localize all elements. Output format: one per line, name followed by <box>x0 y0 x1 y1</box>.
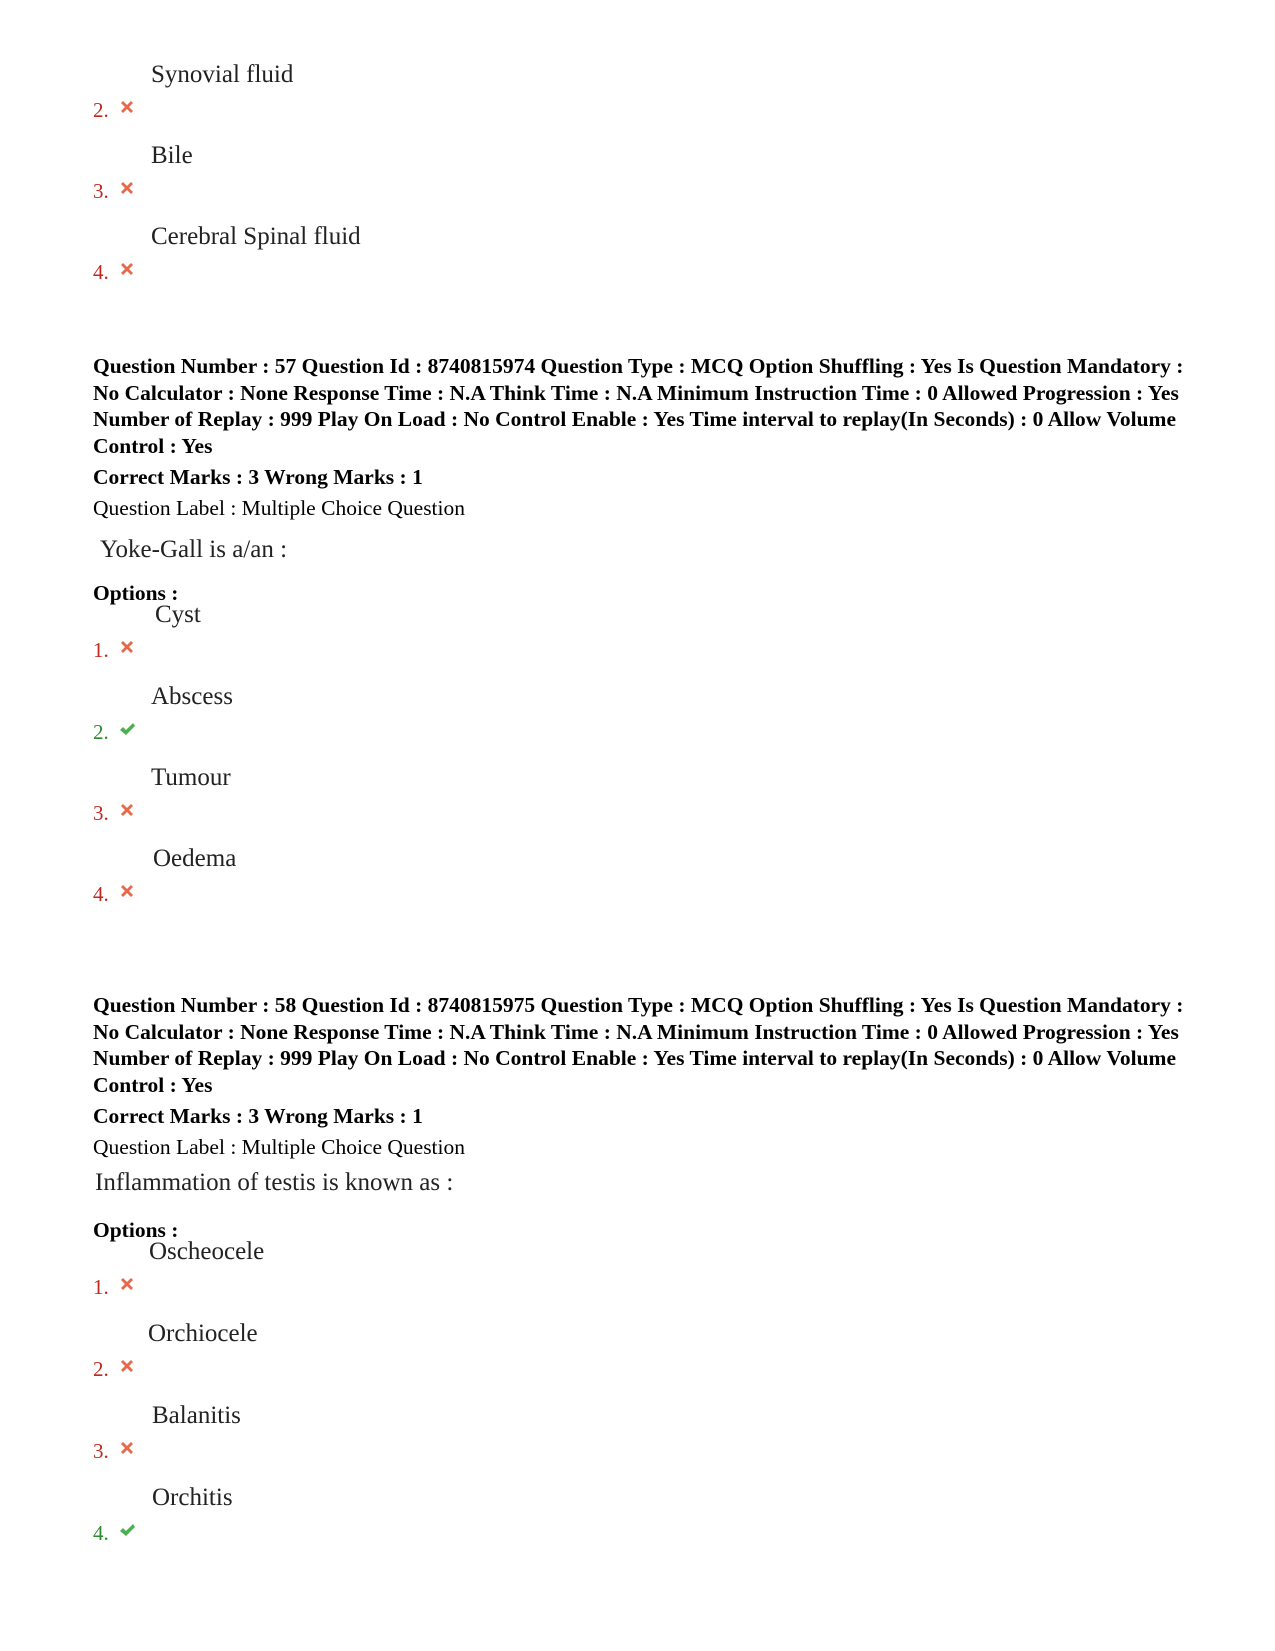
option-number: 1. <box>93 1275 109 1299</box>
option-item <box>93 763 693 825</box>
option-number: 3. <box>93 179 109 203</box>
option-text: Orchiocele <box>148 1320 258 1347</box>
cross-mark-icon <box>118 801 136 819</box>
option-text: Synovial fluid <box>151 61 294 88</box>
check-mark-icon <box>118 720 136 738</box>
option-number: 3. <box>93 1439 109 1463</box>
option-text: Bile <box>151 142 193 169</box>
option-text: Cyst <box>155 601 201 628</box>
option-text: Cerebral Spinal fluid <box>151 223 361 250</box>
option-text: Oedema <box>153 845 237 872</box>
option-text: Balanitis <box>152 1402 241 1429</box>
option-item <box>93 60 693 122</box>
option-item <box>93 141 693 203</box>
question-label: Question Label : Multiple Choice Question <box>93 496 466 520</box>
question-text: Inflammation of testis is known as : <box>95 1169 454 1196</box>
cross-mark-icon <box>118 638 136 656</box>
question-label: Question Label : Multiple Choice Question <box>93 1135 466 1159</box>
question-text: Yoke-Gall is a/an : <box>100 536 288 563</box>
cross-mark-icon <box>118 179 136 197</box>
option-item <box>93 682 693 744</box>
check-mark-icon <box>118 1521 136 1539</box>
cross-mark-icon <box>118 260 136 278</box>
question-marks: Correct Marks : 3 Wrong Marks : 1 <box>93 1104 423 1128</box>
option-text: Abscess <box>151 683 233 710</box>
options-heading: Options : <box>93 581 179 605</box>
options-heading: Options : <box>93 1218 179 1242</box>
question-marks: Correct Marks : 3 Wrong Marks : 1 <box>93 465 423 489</box>
option-number: 4. <box>93 260 109 284</box>
option-item <box>93 1401 693 1463</box>
option-item <box>93 1237 693 1299</box>
option-number: 2. <box>93 720 109 744</box>
option-text: Tumour <box>151 764 231 791</box>
option-item <box>93 600 693 662</box>
cross-mark-icon <box>118 1275 136 1293</box>
option-item <box>93 1319 693 1381</box>
option-number: 4. <box>93 1521 109 1545</box>
cross-mark-icon <box>118 882 136 900</box>
option-item <box>93 1483 693 1545</box>
option-number: 1. <box>93 638 109 662</box>
option-text: Orchitis <box>152 1484 233 1511</box>
option-number: 4. <box>93 882 109 906</box>
option-item <box>93 844 693 906</box>
question-meta: Question Number : 57 Question Id : 8740815974 Question Type : MCQ Option Shuffling : Yes Is Question Mandatory : No Calculator : None Response Time : N.A Think Time : N.A Minimum Instruction Time : 0 Allowed Progression : Yes Number of Replay : 999 Play On Load : No Control Enable : Yes Time interval to replay(In Seconds) : 0 Allow Volume Control : Yes <box>93 354 1184 458</box>
cross-mark-icon <box>118 98 136 116</box>
cross-mark-icon <box>118 1439 136 1457</box>
cross-mark-icon <box>118 1357 136 1375</box>
option-number: 2. <box>93 98 109 122</box>
option-text: Oscheocele <box>149 1238 265 1265</box>
question-meta: Question Number : 58 Question Id : 8740815975 Question Type : MCQ Option Shuffling : Yes Is Question Mandatory : No Calculator : None Response Time : N.A Think Time : N.A Minimum Instruction Time : 0 Allowed Progression : Yes Number of Replay : 999 Play On Load : No Control Enable : Yes Time interval to replay(In Seconds) : 0 Allow Volume Control : Yes <box>93 993 1184 1097</box>
option-number: 3. <box>93 801 109 825</box>
option-item <box>93 222 693 284</box>
option-number: 2. <box>93 1357 109 1381</box>
